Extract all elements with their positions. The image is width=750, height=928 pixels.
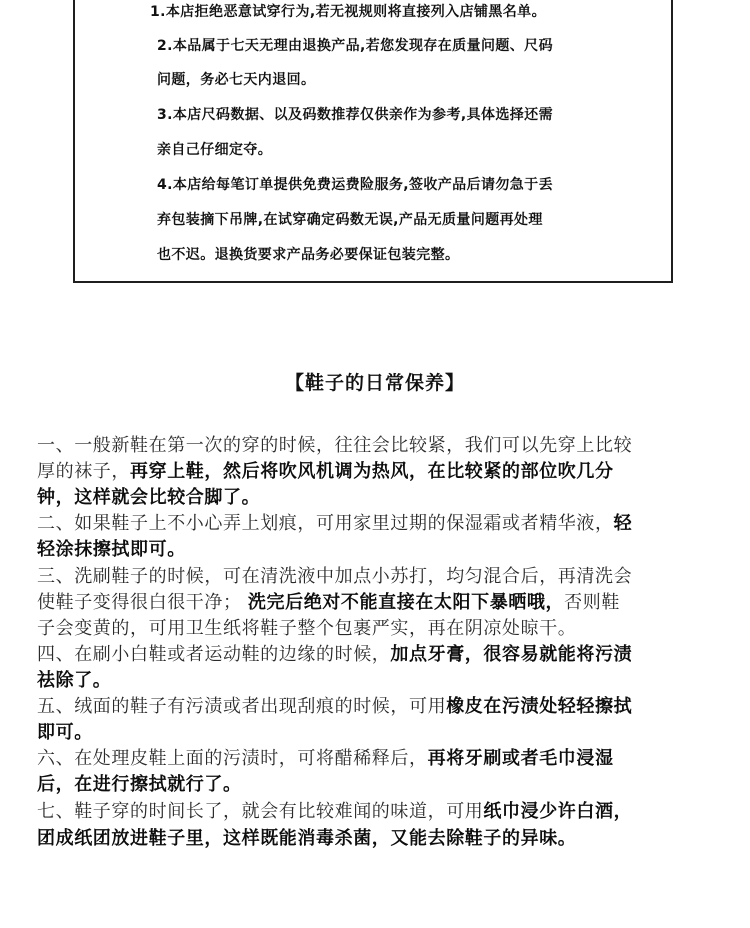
notice-line-4: 3.本店尺码数据、以及码数推荐仅供亲作为参考,具体选择还需 [157,107,553,123]
care-line [37,537,186,563]
care-emphasis: 纸巾浸少许白酒， [483,801,633,822]
care-line [37,642,632,668]
care-text: 七、鞋子穿的时间长了，就会有比较难闻的味道，可用 [37,801,484,822]
care-emphasis: 后，在进行擦拭就行了。 [37,774,242,795]
care-text: 五、绒面的鞋子有污渍或者出现刮痕的时候，可用 [37,696,447,717]
notice-line-5: 亲自己仔细定夺。 [157,142,273,158]
care-text: 子会变黄的，可用卫生纸将鞋子整个包裹严实，再在阴凉处晾干。 [37,618,577,639]
care-emphasis: 轻 [613,513,633,534]
care-line [37,826,576,852]
care-line [37,564,632,590]
care-line [37,799,632,825]
care-emphasis: 团成纸团放进鞋子里，这样既能消毒杀菌，又能去除鞋子的异味。 [37,828,577,849]
care-line [37,746,614,772]
notice-line-1: 1.本店拒绝恶意试穿行为,若无视规则将直接列入店铺黑名单。 [150,4,546,20]
care-emphasis: 即可。 [37,722,93,743]
care-line [37,616,576,642]
care-title: 【鞋子的日常保养】 [284,372,465,394]
care-text: 六、在处理皮鞋上面的污渍时，可将醋稀释后， [37,748,428,769]
care-emphasis: 洗完后绝对不能直接在太阳下暴晒哦， [247,592,565,613]
care-text: 厚的袜子， [37,461,130,482]
care-line [37,459,614,485]
care-line [37,433,632,459]
care-emphasis: 钟，这样就会比较合脚了。 [37,487,261,508]
care-text: 二、如果鞋子上不小心弄上划痕，可用家里过期的保湿霜或者精华液， [37,513,614,534]
care-text: 一、一般新鞋在第一次的穿的时候，往往会比较紧，我们可以先穿上比较 [37,435,633,456]
notice-line-7: 弃包装摘下吊牌,在试穿确定码数无误,产品无质量问题再处理 [157,212,543,228]
care-emphasis: 轻涂抹擦拭即可。 [37,539,186,560]
care-emphasis: 橡皮在污渍处轻轻擦拭 [446,696,633,717]
care-line [37,772,242,798]
care-text: 四、在刷小白鞋或者运动鞋的边缘的时候， [37,644,391,665]
notice-line-3: 问题，务必七天内退回。 [157,72,316,88]
care-text: 三、洗刷鞋子的时候，可在清洗液中加点小苏打，均匀混合后，再清洗会 [37,566,633,587]
care-line [37,511,632,537]
care-line [37,668,111,694]
care-line [37,590,620,616]
care-line [37,694,632,720]
care-line [37,720,93,746]
care-emphasis: 再将牙刷或者毛巾浸湿 [427,748,614,769]
care-text: 使鞋子变得很白很干净； [37,592,248,613]
care-emphasis: 加点牙膏，很容易就能将污渍 [390,644,633,665]
notice-line-6: 4.本店给每笔订单提供免费运费险服务,签收产品后请勿急于丢 [157,177,553,193]
care-emphasis: 再穿上鞋，然后将吹风机调为热风，在比较紧的部位吹几分 [130,461,614,482]
care-line [37,485,260,511]
care-text: 否则鞋 [564,592,620,613]
notice-line-2: 2.本品属于七天无理由退换产品,若您发现存在质量问题、尺码 [157,38,553,54]
notice-line-8: 也不迟。退换货要求产品务必要保证包装完整。 [157,247,460,263]
care-emphasis: 祛除了。 [37,670,112,691]
